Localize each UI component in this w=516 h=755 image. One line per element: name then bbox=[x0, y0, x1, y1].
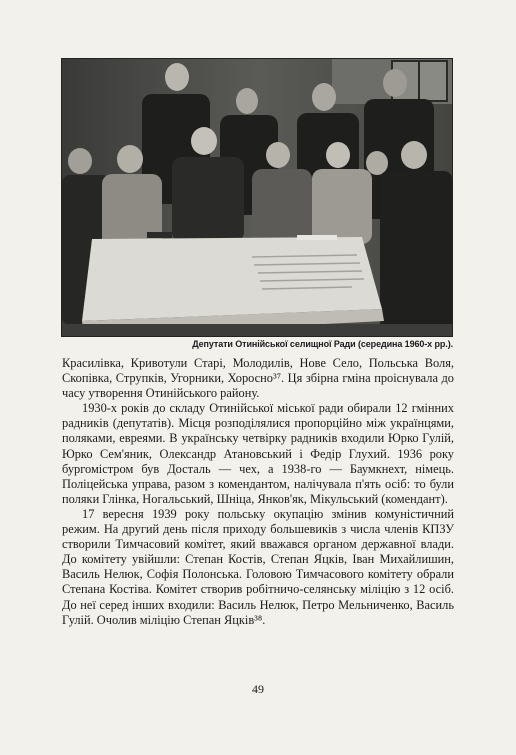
group-photo bbox=[61, 58, 453, 337]
photo-caption: Депутати Отинійської селищної Ради (середина 1960-х рр.). bbox=[192, 339, 453, 349]
paragraph-1: Красилівка, Кривотули Старі, Молодилів, Нове Село, Польська Воля, Скопівка, Струпків, Угорники, Хоросно³⁷. Ця збірна гміна проіснувала до часу утворення Отинійського району. bbox=[62, 356, 454, 401]
page-number: 49 bbox=[252, 682, 264, 696]
body-text bbox=[62, 356, 454, 628]
paragraph-2: 1930-х років до складу Отинійської міської ради обирали 12 гмінних радників (депутатів). Місця розподілялися пропорційно між українцями, поляками, евреями. В українську четвірку радників входили Юрко Гулій, Юрко Сем'яник, Олександр Атановський і Федір Глухий. 1936 року бургомістром був Досталь — чех, а 1938-го — Баумкнехт, німець. Поліцейська управа, разом з комендантом, налічувала п'ять осіб: то були поляки Глінка, Ногальський, Шніца, Янков'як, Мікульський (комендант). bbox=[62, 401, 454, 506]
paragraph-3: 17 вересня 1939 року польську окупацію змінив комуністичний режим. На другий день після приходу большевиків з числа членів КПЗУ створили Тимчасовий комітет, який вважався органом державної влади. До комітету увійшли: Степан Костів, Степан Яцків, Іван Михайлишин, Василь Нелюк, Софія Полонська. Головою Тимчасового комітету обрали Степана Костіва. Комітет створив робітничо-селянську міліцію з 12 осіб. До неї серед інших входили: Василь Нелюк, Петро Мельниченко, Василь Гулій. Очолив міліцію Степан Яцків³⁸. bbox=[62, 506, 454, 627]
